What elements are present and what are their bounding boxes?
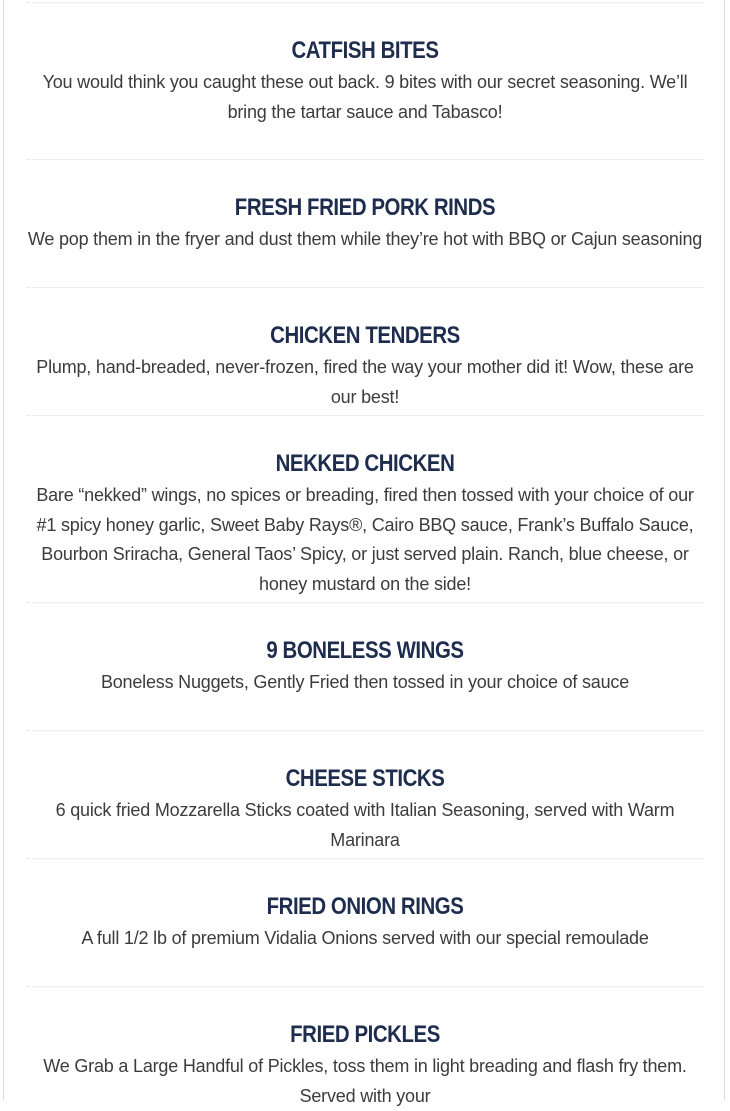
menu-item-description: You would think you caught these out back. 9 bites with our secret seasoning. We’ll bring the tartar sauce and Tabasco! [42, 72, 688, 122]
menu-item-description: Boneless Nuggets, Gently Fried then tossed in your choice of sauce [100, 672, 630, 692]
menu-item-9-boneless-wings [27, 636, 703, 698]
menu-item-chicken-tenders [27, 321, 703, 412]
menu-item-description: 6 quick fried Mozzarella Sticks coated with Italian Seasoning, served with Warm Marinara [55, 800, 675, 850]
menu-item-title: CATFISH BITES [291, 37, 439, 64]
menu-item-description: Bare “nekked” wings, no spices or breading, fired then tossed with your choice of our #1 spicy honey garlic, Sweet Baby Rays®, Cairo BBQ sauce, Frank’s Buffalo Sauce, Bourbon Sriracha, General Taos’ Spicy, or just served plain. Ranch, blue cheese, or honey mustard on the side! [36, 485, 694, 594]
menu-item-fresh-fried-pork-rinds [27, 193, 703, 255]
item-divider [27, 858, 703, 859]
menu-item-title: FRIED PICKLES [290, 1021, 440, 1048]
item-divider [27, 986, 703, 987]
menu-item-fried-onion-rings [27, 892, 703, 954]
menu-item-catfish-bites [27, 36, 703, 127]
menu-item-title: FRESH FRIED PORK RINDS [234, 194, 496, 221]
item-divider [27, 602, 703, 603]
menu-item-nekked-chicken [27, 449, 703, 599]
item-divider [27, 2, 703, 3]
item-divider [27, 415, 703, 416]
menu-item-cheese-sticks [27, 764, 703, 855]
menu-item-description: We Grab a Large Handful of Pickles, toss them in light breading and flash fry them. Served with your [43, 1056, 687, 1106]
menu-item-title: CHEESE STICKS [285, 765, 445, 792]
menu-item-description: A full 1/2 lb of premium Vidalia Onions served with our special remoulade [81, 928, 649, 948]
menu-item-fried-pickles [27, 1020, 703, 1111]
item-divider [27, 730, 703, 731]
menu-item-title: FRIED ONION RINGS [266, 893, 464, 920]
menu-item-description: Plump, hand-breaded, never-frozen, fired the way your mother did it! Wow, these are our best! [36, 357, 694, 407]
menu-item-title: NEKKED CHICKEN [275, 450, 455, 477]
menu-item-title: CHICKEN TENDERS [270, 322, 460, 349]
menu-item-description: We pop them in the fryer and dust them while they’re hot with BBQ or Cajun seasoning [27, 229, 703, 249]
item-divider [27, 159, 703, 160]
menu-item-title: 9 BONELESS WINGS [266, 637, 464, 664]
item-divider [27, 287, 703, 288]
